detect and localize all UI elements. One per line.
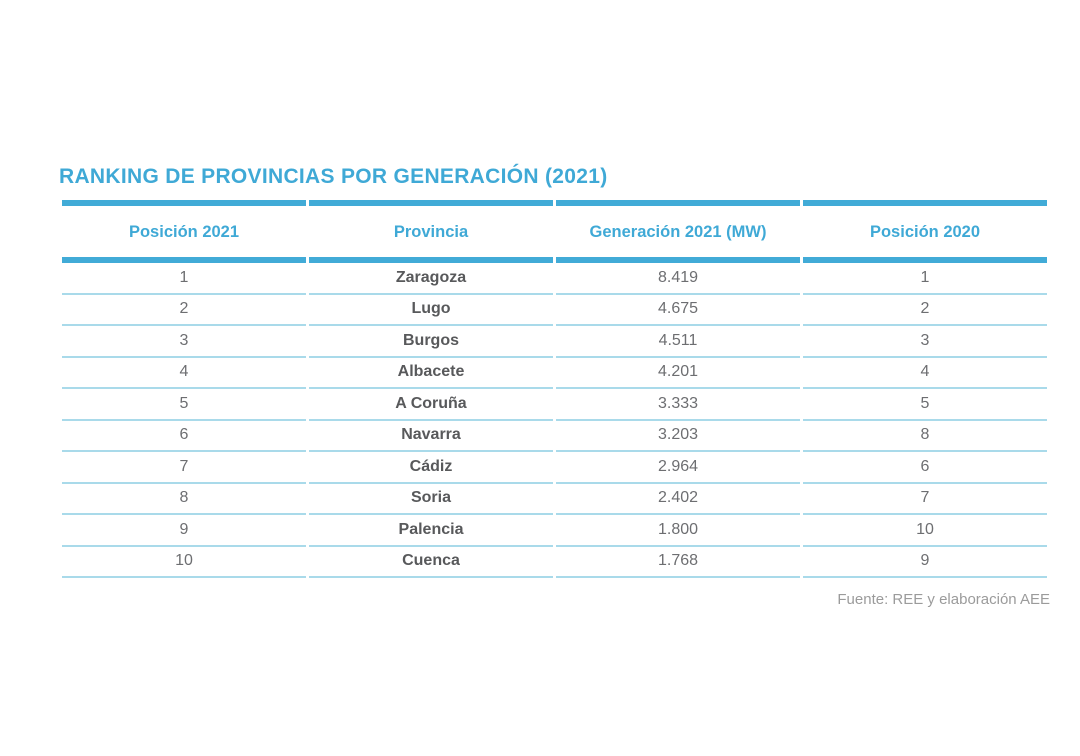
- cell-posicion-2021: 4: [62, 358, 306, 390]
- cell-provincia: Burgos: [309, 326, 553, 358]
- cell-posicion-2021: 3: [62, 326, 306, 358]
- cell-posicion-2020: 3: [803, 326, 1047, 358]
- ranking-figure: [59, 165, 1050, 608]
- cell-provincia: A Coruña: [309, 389, 553, 421]
- cell-posicion-2021: 7: [62, 452, 306, 484]
- ranking-table: [59, 200, 1050, 578]
- column-header-posicion-2021: Posición 2021: [62, 200, 306, 263]
- column-header-generacion-2021: Generación 2021 (MW): [556, 200, 800, 263]
- cell-posicion-2021: 6: [62, 421, 306, 453]
- table-row: [62, 421, 1047, 453]
- cell-provincia: Albacete: [309, 358, 553, 390]
- cell-posicion-2020: 9: [803, 547, 1047, 579]
- column-header-posicion-2020: Posición 2020: [803, 200, 1047, 263]
- cell-provincia: Zaragoza: [309, 263, 553, 295]
- cell-posicion-2020: 8: [803, 421, 1047, 453]
- table-row: [62, 389, 1047, 421]
- cell-provincia: Palencia: [309, 515, 553, 547]
- cell-posicion-2021: 5: [62, 389, 306, 421]
- source-note: Fuente: REE y elaboración AEE: [837, 591, 1050, 608]
- table-row: [62, 263, 1047, 295]
- cell-posicion-2021: 2: [62, 295, 306, 327]
- table-row: [62, 358, 1047, 390]
- cell-generacion-2021: 2.402: [556, 484, 800, 516]
- cell-provincia: Navarra: [309, 421, 553, 453]
- cell-provincia: Cuenca: [309, 547, 553, 579]
- cell-posicion-2021: 1: [62, 263, 306, 295]
- table-header: [62, 200, 1047, 263]
- cell-generacion-2021: 4.201: [556, 358, 800, 390]
- table-row: [62, 515, 1047, 547]
- table-header-row: [62, 200, 1047, 263]
- cell-generacion-2021: 3.203: [556, 421, 800, 453]
- cell-generacion-2021: 4.511: [556, 326, 800, 358]
- table-body: [62, 263, 1047, 578]
- cell-posicion-2020: 5: [803, 389, 1047, 421]
- cell-posicion-2021: 10: [62, 547, 306, 579]
- cell-posicion-2020: 7: [803, 484, 1047, 516]
- cell-generacion-2021: 1.768: [556, 547, 800, 579]
- table-row: [62, 295, 1047, 327]
- cell-generacion-2021: 4.675: [556, 295, 800, 327]
- cell-provincia: Soria: [309, 484, 553, 516]
- cell-provincia: Cádiz: [309, 452, 553, 484]
- cell-posicion-2021: 8: [62, 484, 306, 516]
- cell-posicion-2020: 2: [803, 295, 1047, 327]
- cell-posicion-2020: 6: [803, 452, 1047, 484]
- cell-generacion-2021: 2.964: [556, 452, 800, 484]
- cell-posicion-2020: 4: [803, 358, 1047, 390]
- cell-provincia: Lugo: [309, 295, 553, 327]
- table-row: [62, 484, 1047, 516]
- cell-posicion-2020: 1: [803, 263, 1047, 295]
- cell-generacion-2021: 8.419: [556, 263, 800, 295]
- cell-posicion-2021: 9: [62, 515, 306, 547]
- cell-posicion-2020: 10: [803, 515, 1047, 547]
- table-row: [62, 547, 1047, 579]
- column-header-provincia: Provincia: [309, 200, 553, 263]
- table-row: [62, 452, 1047, 484]
- cell-generacion-2021: 1.800: [556, 515, 800, 547]
- cell-generacion-2021: 3.333: [556, 389, 800, 421]
- page-title: RANKING DE PROVINCIAS POR GENERACIÓN (2021): [59, 165, 608, 188]
- table-row: [62, 326, 1047, 358]
